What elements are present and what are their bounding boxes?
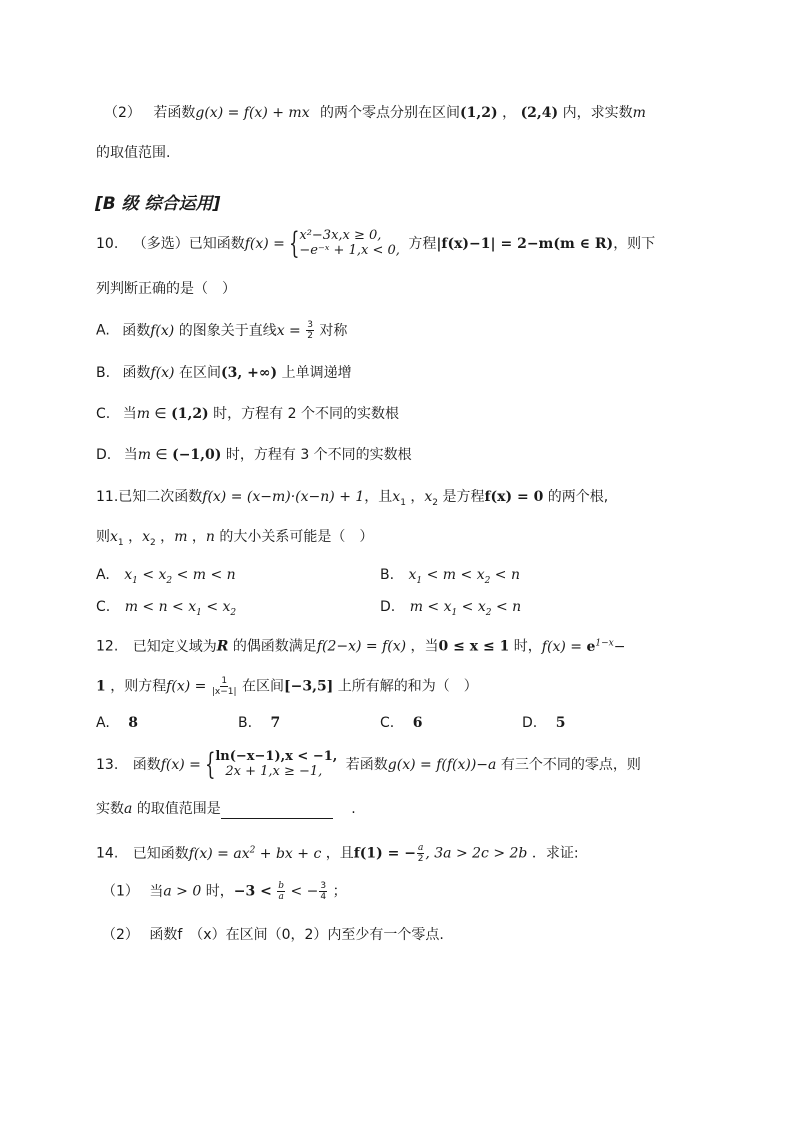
math-R: R	[216, 638, 229, 655]
q-number: 13.	[96, 757, 119, 773]
option-text: $m < n < x_1 < x_2$	[124, 599, 237, 618]
option-label: A.	[96, 567, 110, 583]
option-text: $x_1 < x_2 < m < n$	[124, 567, 236, 586]
text: ，且$x_1$ ，$x_2$ 是方程	[364, 489, 485, 508]
case-1: x²−3x,x ≥ 0,	[299, 228, 382, 243]
text: （多选）已知函数	[132, 236, 245, 252]
q10-line2	[96, 279, 236, 299]
var-m: m	[632, 105, 646, 121]
text: 的两个根,	[547, 489, 609, 505]
q14-part1	[102, 881, 347, 902]
fraction	[212, 676, 237, 697]
text: ．求证:	[531, 845, 579, 862]
answer-blank[interactable]	[221, 804, 333, 819]
q10-option-b	[96, 363, 352, 383]
q12-option-c	[380, 713, 422, 733]
text: 的取值范围是	[136, 801, 221, 817]
text: 当	[149, 883, 164, 900]
option-label: D.	[380, 599, 396, 615]
fraction	[417, 843, 424, 864]
frac-num: a	[417, 843, 424, 854]
piecewise	[289, 228, 400, 260]
math-interval: [−3,5]	[283, 678, 334, 695]
text: 有三个不同的零点，则	[500, 757, 641, 773]
math-fx: f(x) = (x−m)·(x−n) + 1	[202, 489, 365, 505]
option-label: C.	[96, 406, 111, 422]
q-number: 12.	[96, 638, 119, 655]
math-eq2: $f(x) = e^{1-x}-$	[541, 638, 626, 655]
option-text: 当m ∈ (−1,0) 时，方程有 3 个不同的实数根	[123, 447, 412, 463]
q14-part2	[102, 925, 444, 945]
prev-q-part2-line2	[96, 143, 170, 163]
frac-num: 1	[221, 676, 228, 686]
text: 已知二次函数	[118, 489, 203, 505]
fraction	[319, 881, 327, 902]
math-cond: 0 ≤ x ≤ 1	[438, 638, 510, 655]
part-label: （2）	[104, 105, 141, 121]
interval-2: (2,4)	[520, 105, 559, 121]
text: .	[351, 801, 356, 817]
frac-den: 4	[320, 892, 327, 902]
math-cond1: f(1) = −	[353, 845, 416, 862]
q10-option-c	[96, 404, 399, 424]
text: 已知定义域为	[132, 638, 217, 655]
option-label: B.	[238, 715, 253, 731]
q12-option-b	[238, 713, 280, 733]
math-eq: |f(x)−1| = 2−m(m ∈ R)	[436, 236, 614, 252]
math-1: 1	[96, 678, 106, 695]
q10-option-a	[96, 320, 347, 341]
math-fx: $f(x) = ax^2$ + bx + c	[188, 845, 322, 862]
q13-line2	[96, 799, 356, 819]
option-label: D.	[96, 447, 112, 463]
text: 已知函数	[132, 845, 189, 862]
q-number: 11.	[96, 489, 119, 505]
text: ，且	[325, 845, 354, 862]
case-1: ln(−x−1),x < −1,	[215, 749, 338, 764]
text: 则$x_1$ ，$x_2$ ，m ，n 的大小关系可能是（ ）	[96, 529, 374, 548]
option-text: 7	[270, 715, 281, 731]
sep: ，	[502, 105, 517, 121]
text: ；	[332, 883, 347, 900]
frac-num: b	[278, 881, 285, 891]
math-eq3: f(x) =	[166, 678, 207, 695]
text: 若函数	[153, 105, 196, 121]
text: 函数	[132, 757, 161, 773]
math-fx: f(x) =	[160, 757, 201, 773]
part-label: （2）	[102, 927, 139, 943]
frac-den: a	[278, 892, 284, 902]
option-text: 当m ∈ (1,2) 时，方程有 2 个不同的实数根	[122, 406, 399, 422]
option-label: B.	[96, 365, 111, 381]
option-label: A.	[96, 322, 110, 339]
option-label: B.	[380, 567, 395, 583]
q11-option-c	[96, 597, 236, 623]
case-2: −e⁻ˣ + 1,x < 0,	[299, 243, 400, 258]
q10-option-d	[96, 445, 412, 465]
text: 的偶函数满足	[232, 638, 317, 655]
case-2: 2x + 1,x ≥ −1,	[225, 764, 323, 779]
option-text: $x_1 < m < x_2 < n$	[408, 567, 520, 586]
option-text: 5	[555, 715, 566, 731]
text: 实数	[96, 801, 124, 817]
math-g: g(x) = f(x) + mx	[195, 105, 310, 121]
option-text: 函数f(x) 在区间(3, +∞) 上单调递增	[122, 365, 352, 381]
math-ineq: −3 <	[233, 883, 272, 900]
var-a: a	[124, 801, 133, 817]
option-text: 8	[128, 715, 138, 731]
q12-option-a	[96, 713, 138, 733]
text: 函数f （x）在区间（0，2）内至少有一个零点.	[149, 927, 444, 943]
q-number: 10.	[96, 236, 119, 252]
math-ineq: < −	[290, 883, 319, 900]
part-label: （1）	[102, 883, 139, 900]
fraction	[277, 881, 285, 902]
text: 在区间	[241, 678, 284, 695]
option-label: C.	[96, 599, 111, 615]
math-gx: g(x) = f(f(x))−a	[387, 757, 497, 773]
math-fx: f(x) =	[244, 236, 290, 252]
q11-option-d	[380, 597, 521, 623]
math-cond: a > 0	[163, 883, 202, 900]
option-text: $m < x_1 < x_2 < n$	[409, 599, 522, 618]
section-title: [B 级 综合运用]	[95, 194, 221, 214]
option-text: 6	[412, 715, 423, 731]
prev-q-part2-line1	[104, 103, 646, 123]
math-eq: f(x) = 0	[484, 489, 544, 505]
q12-line1	[96, 633, 625, 657]
text: ，则方程	[110, 678, 167, 695]
text: ，当	[410, 638, 439, 655]
text: 若函数	[345, 757, 388, 773]
brace-icon: {	[205, 747, 216, 782]
q12-option-d	[522, 713, 565, 733]
q11-line2	[96, 527, 373, 553]
option-text: 函数f(x) 的图象关于直线x = $\frac{3}{2}$ 对称	[122, 320, 348, 341]
q11-line1	[96, 487, 608, 513]
q14-line1	[96, 840, 579, 864]
fraction: $\frac{3}{2}$	[307, 320, 313, 341]
brace-icon: {	[289, 226, 300, 261]
option-label: D.	[522, 715, 538, 731]
q13-line1	[96, 749, 641, 781]
q-number: 14.	[96, 845, 119, 862]
q12-line2	[96, 676, 478, 697]
text: 内，求实数	[562, 105, 633, 121]
text: 的两个零点分别在区间	[320, 105, 461, 121]
piecewise	[205, 749, 337, 781]
frac-den: |x−1|	[211, 687, 237, 697]
text: 方程	[408, 236, 437, 252]
text: 时，	[205, 883, 234, 900]
q10-line1	[96, 228, 655, 260]
option-label: C.	[380, 715, 395, 731]
frac-num: 3	[320, 881, 327, 891]
text: 时，	[513, 638, 542, 655]
math-eq1: f(2−x) = f(x)	[316, 638, 407, 655]
math-cond2: , 3a > 2c > 2b	[425, 845, 528, 862]
text: 列判断正确的是（ ）	[96, 281, 236, 297]
q11-option-a	[96, 565, 236, 591]
q11-option-b	[380, 565, 520, 591]
text: 的取值范围.	[96, 145, 171, 161]
text: ，则下	[613, 236, 656, 252]
option-label: A.	[96, 715, 110, 731]
frac-den: 2	[417, 854, 424, 865]
text: 上所有解的和为（ ）	[337, 678, 478, 695]
interval-1: (1,2)	[460, 105, 498, 121]
